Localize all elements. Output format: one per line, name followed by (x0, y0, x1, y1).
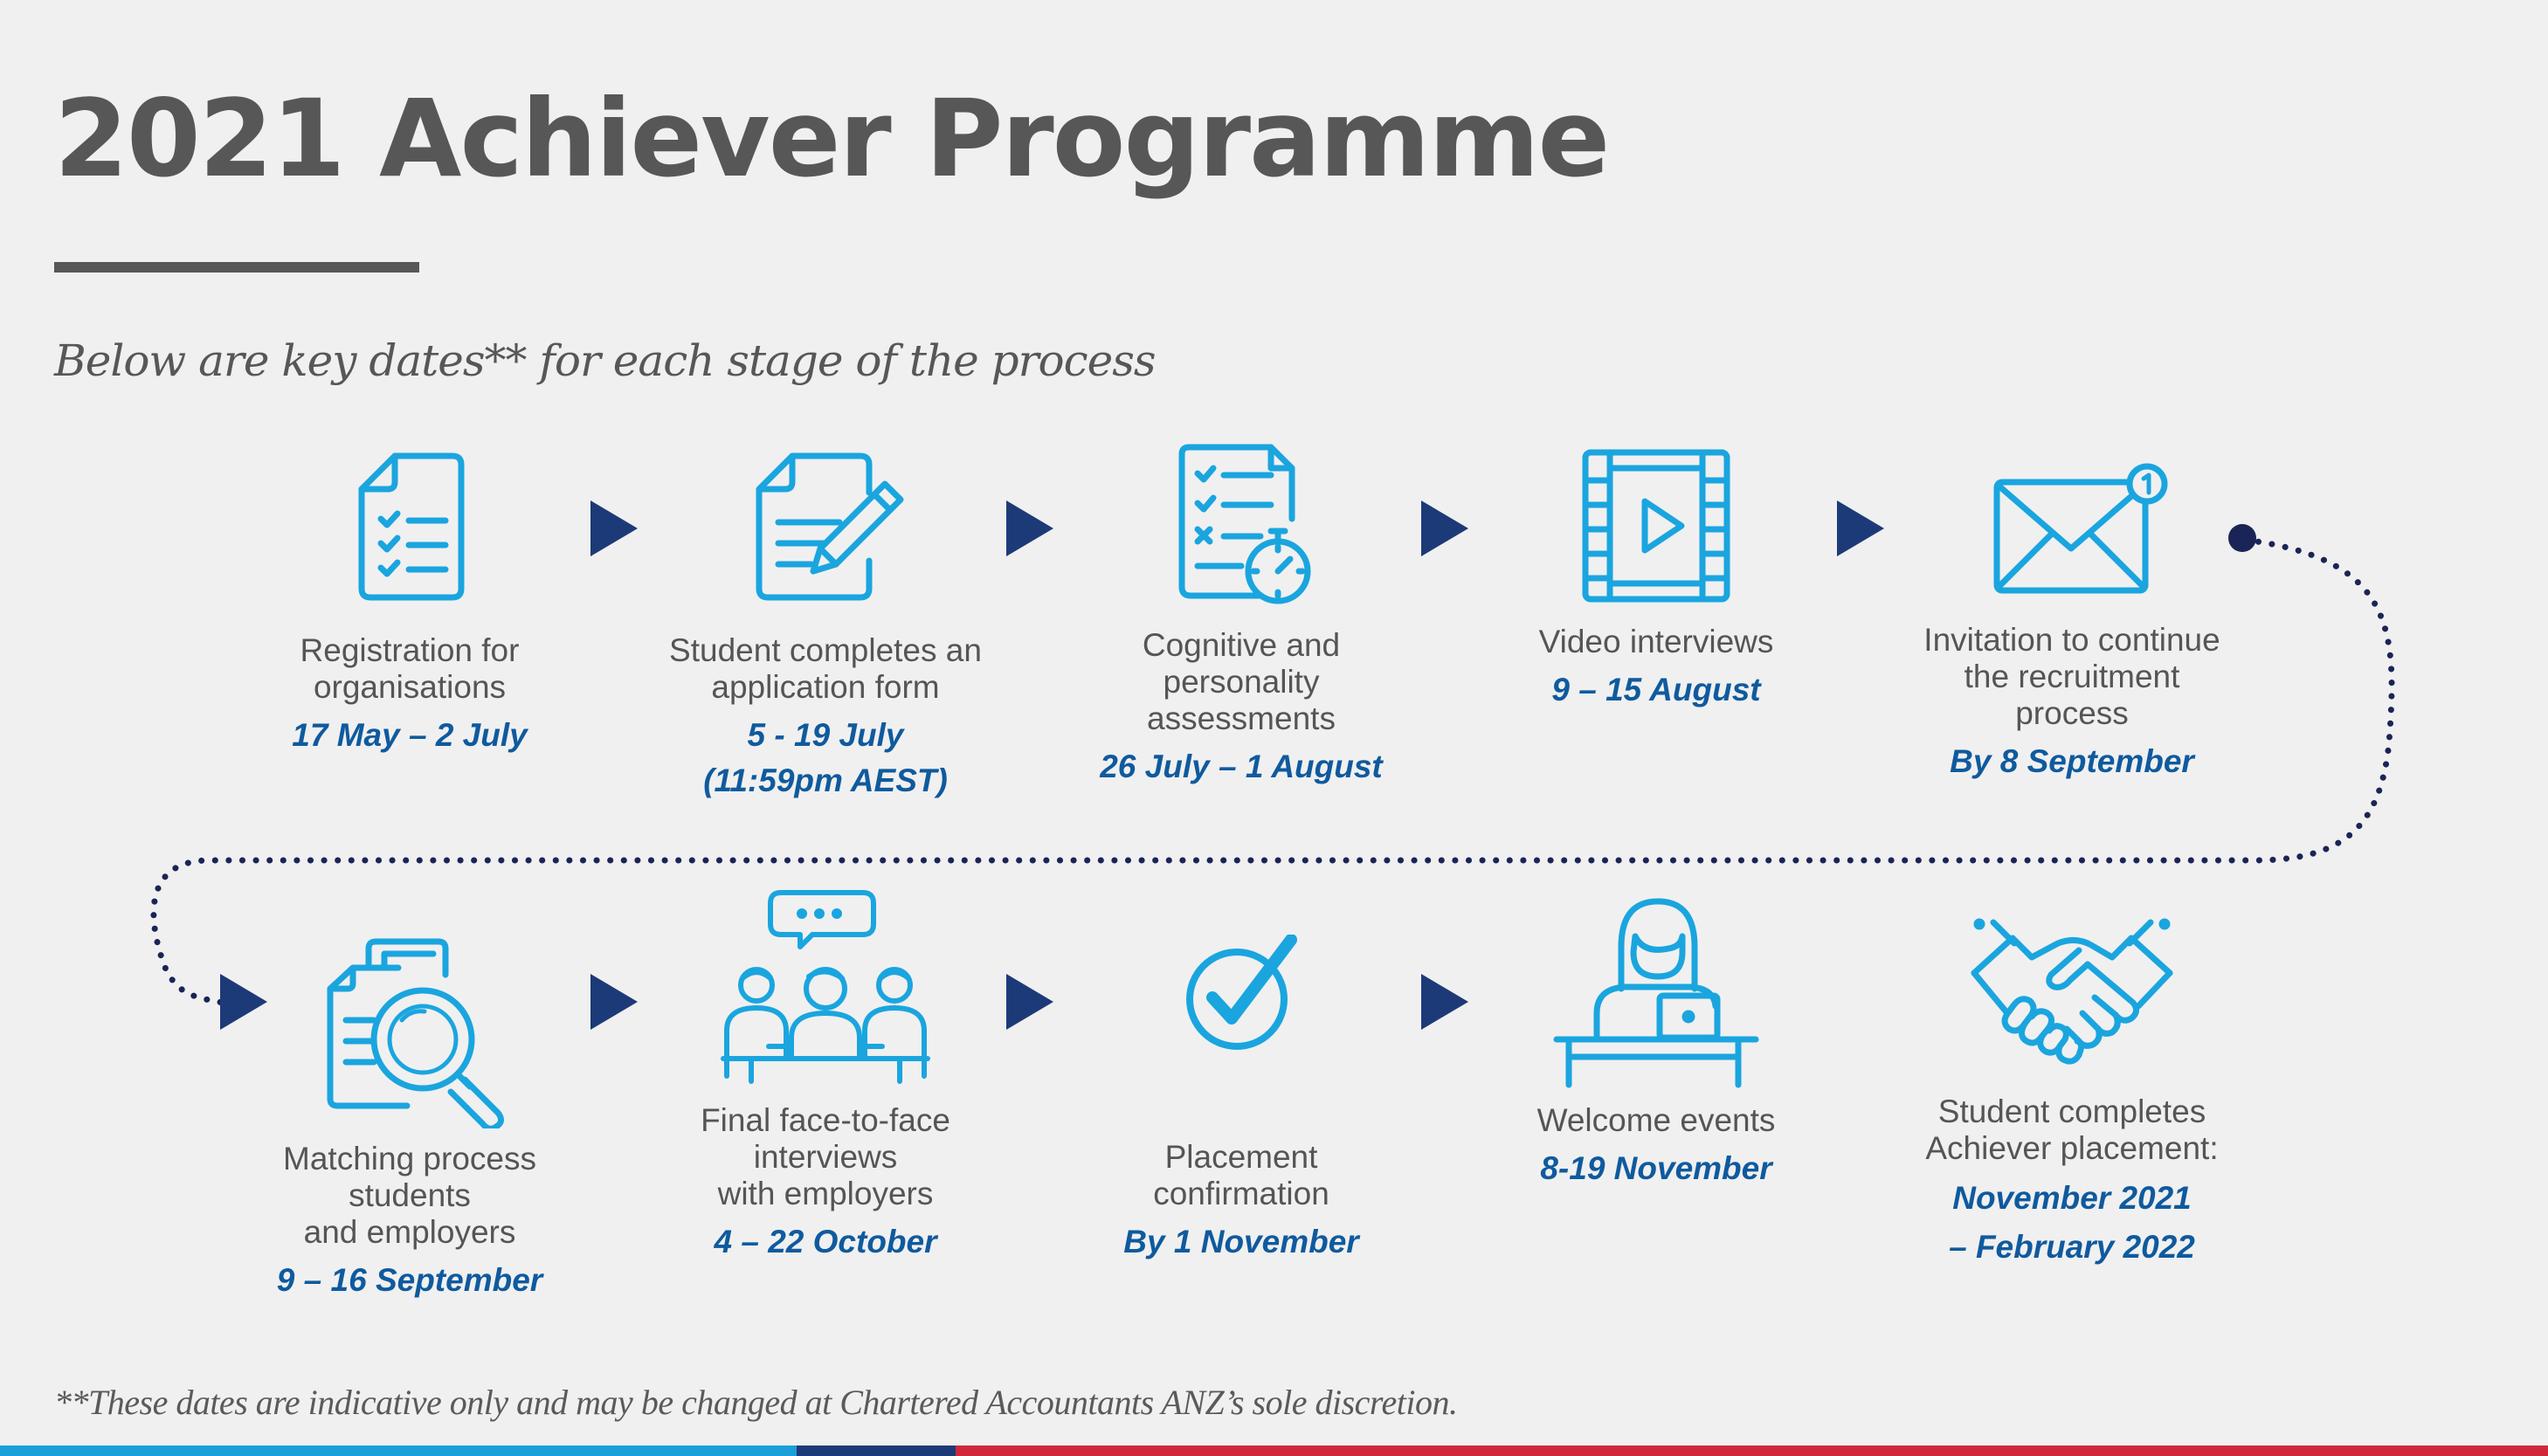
footnote: **These dates are indicative only and may be changed at Chartered Accountants ANZ’s sole discretion. (54, 1383, 1458, 1422)
stage-date: 9 – 16 September (276, 1262, 543, 1298)
stage-date: 8-19 November (1540, 1150, 1772, 1186)
stage-label: Invitation to continue the recruitment process (1923, 622, 2220, 731)
stage-label: Placement confirmation (1153, 1139, 1329, 1211)
stage-label: Cognitive and personality assessments (1142, 627, 1341, 736)
page-title: 2021 Achiever Programme (54, 77, 1609, 201)
stage-label: Video interviews (1538, 624, 1774, 659)
stage-date: 4 – 22 October (714, 1224, 937, 1259)
footer-bar-navy (797, 1446, 956, 1456)
footer-bar-light-blue (0, 1446, 797, 1456)
stage-achiever-placement (1884, 914, 2260, 1272)
stage-registration (222, 447, 597, 758)
step-arrow (590, 500, 638, 556)
step-arrow (1006, 500, 1053, 556)
page-subtitle: Below are key dates** for each stage of the process (54, 335, 1156, 386)
stage-date: By 8 September (1950, 743, 2194, 779)
stage-video-interviews (1468, 447, 1844, 713)
group-discussion-icon (716, 884, 935, 1102)
stage-date: 5 - 19 July (11:59pm AEST) (703, 717, 948, 798)
stage-date: 26 July – 1 August (1100, 749, 1383, 784)
documents-magnifier-icon (300, 936, 519, 1128)
checklist-document-icon (344, 447, 475, 604)
step-arrow (590, 974, 638, 1030)
step-arrow (1006, 974, 1053, 1030)
stage-application (638, 447, 1013, 804)
stage-label: Student completes an application form (669, 632, 982, 705)
stage-label: Registration for organisations (300, 632, 520, 705)
stage-date: 9 – 15 August (1551, 672, 1761, 707)
footer-bar-red (956, 1446, 2548, 1456)
video-play-icon (1573, 447, 1739, 604)
step-arrow (1837, 500, 1884, 556)
stage-date: 17 May – 2 July (292, 717, 528, 753)
stage-matching (222, 936, 597, 1303)
envelope-notification-icon (1976, 454, 2168, 603)
handshake-icon (1967, 914, 2177, 1071)
check-circle-icon (1176, 935, 1307, 1057)
stage-label: Student completes Achiever placement: (1925, 1094, 2219, 1166)
stage-date: By 1 November (1123, 1224, 1359, 1259)
stage-label: Final face-to-face interviews with employers (701, 1102, 950, 1211)
document-pencil-icon (738, 447, 913, 604)
person-laptop-desk-icon (1551, 898, 1761, 1090)
stage-placement-confirmation (1053, 935, 1429, 1265)
stage-label: Matching process students and employers (283, 1141, 536, 1250)
stage-label: Welcome events (1536, 1102, 1776, 1138)
stage-invitation (1884, 454, 2260, 784)
stage-welcome-events (1468, 898, 1844, 1191)
checklist-stopwatch-icon (1163, 442, 1320, 608)
stage-final-interviews (638, 884, 1013, 1265)
stage-date: November 2021 – February 2022 (1949, 1180, 2195, 1265)
stage-assessments (1053, 442, 1429, 790)
